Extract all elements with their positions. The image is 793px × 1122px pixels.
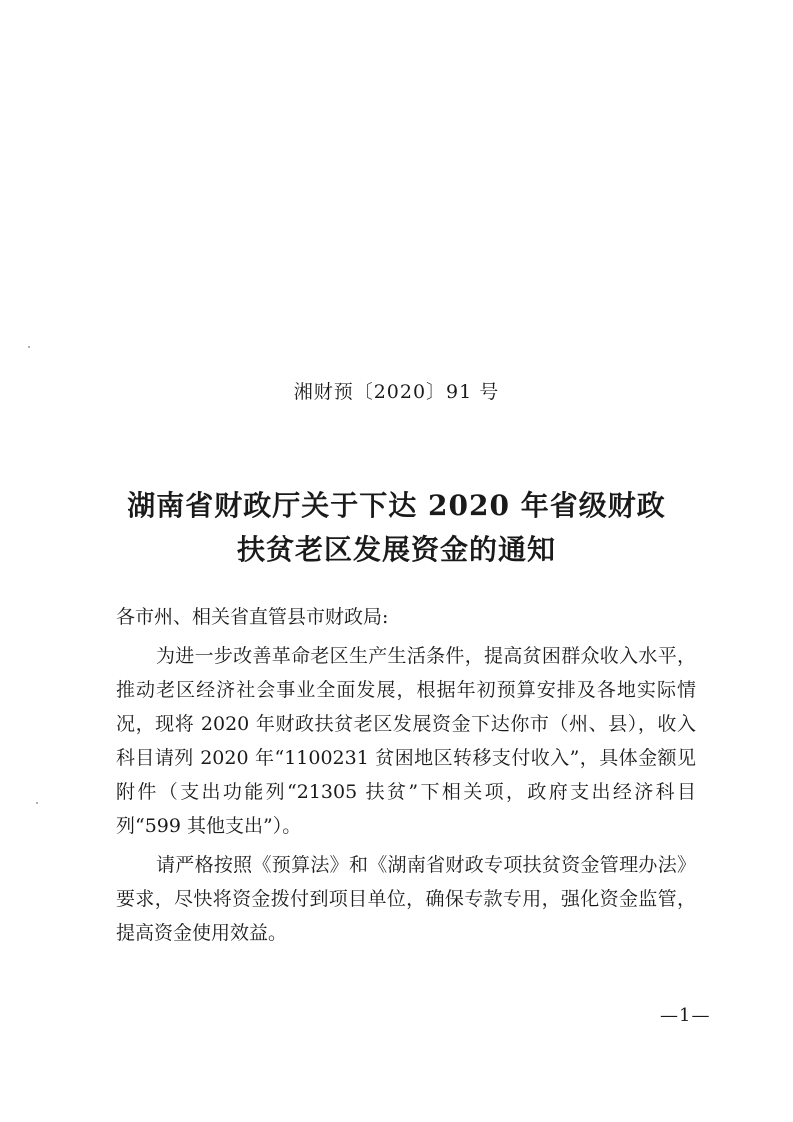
salutation: 各市州、相关省直管县市财政局: <box>116 606 389 628</box>
title-line-2: 扶贫老区发展资金的通知 <box>236 533 556 566</box>
body-paragraph-1: 为进一步改善革命老区生产生活条件，提高贫困群众收入水平，推动老区经济社会事业全面发展，根据年初预算安排及各地实际情况，现将 2020 年财政扶贫老区发展资金下达你市（州、县），收入科目请列 2020 年“1100231 贫困地区转移支付收入”，具体金额见附件（支出功能列“21305 扶贫”下相关项，政府支出经济科目列“599 其他支出”）。 <box>116 645 696 837</box>
document-body <box>116 600 696 955</box>
scan-speck <box>36 802 38 804</box>
title-line-1: 湖南省财政厅关于下达 2020 年省级财政 <box>127 489 666 522</box>
scan-speck <box>28 346 30 348</box>
page-number: —1— <box>660 1005 711 1026</box>
document-number: 湘财预〔2020〕91 号 <box>293 381 500 403</box>
body-paragraph-2: 请严格按照《预算法》和《湖南省财政专项扶贫资金管理办法》要求，尽快将资金拨付到项目单位，确保专款专用，强化资金监管，提高资金使用效益。 <box>116 854 696 944</box>
document-title <box>0 484 793 572</box>
